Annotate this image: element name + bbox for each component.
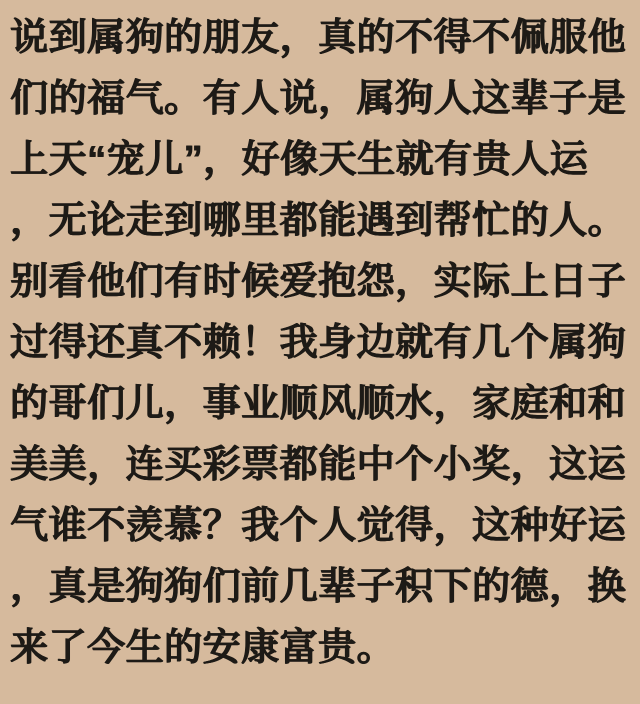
- text-line: ，真是狗狗们前几辈子积下的德，换: [10, 566, 627, 608]
- text-line: 气谁不羡慕？我个人觉得，这种好运: [10, 505, 627, 547]
- text-line: 们的福气。有人说，属狗人这辈子是: [10, 78, 627, 120]
- text-line: 美美，连买彩票都能中个小奖，这运: [10, 444, 627, 486]
- text-line: ，无论走到哪里都能遇到帮忙的人。: [10, 200, 627, 242]
- text-line: 说到属狗的朋友，真的不得不佩服他: [10, 17, 627, 59]
- text-line: 的哥们儿，事业顺风顺水，家庭和和: [10, 383, 627, 425]
- text-line: 上天“宠儿”，好像天生就有贵人运: [10, 139, 589, 181]
- text-line: 过得还真不赖！我身边就有几个属狗: [10, 322, 627, 364]
- text-line: 来了今生的安康富贵。: [10, 627, 396, 669]
- text-line: 别看他们有时候爱抱怨，实际上日子: [10, 261, 627, 303]
